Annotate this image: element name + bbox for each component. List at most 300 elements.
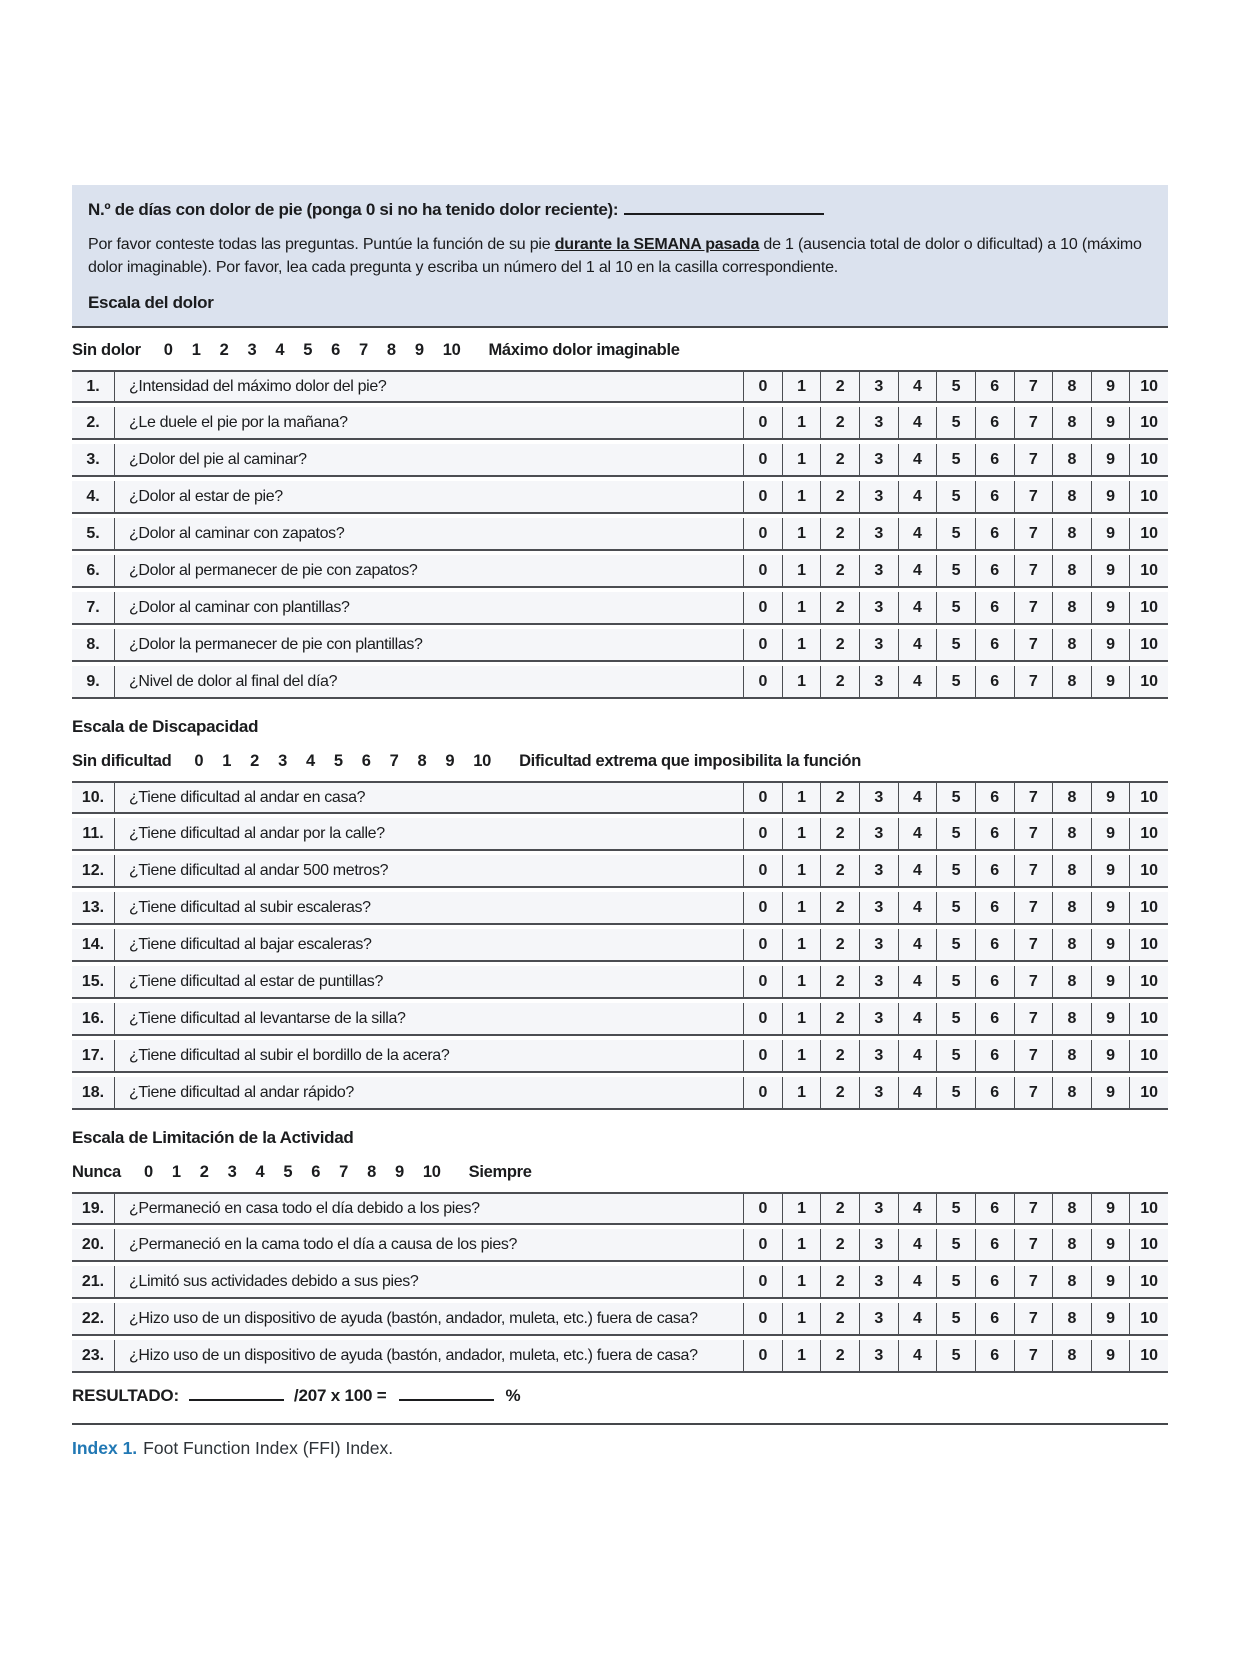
- score-cell[interactable]: 4: [898, 555, 937, 586]
- score-cell[interactable]: 10: [1129, 1194, 1168, 1223]
- score-cell[interactable]: 6: [975, 518, 1014, 549]
- question-row: [72, 966, 1168, 999]
- score-cell[interactable]: 1: [782, 1303, 821, 1334]
- score-cell[interactable]: 6: [975, 481, 1014, 512]
- score-cell[interactable]: 7: [1014, 372, 1053, 401]
- score-cell[interactable]: 10: [1129, 1340, 1168, 1371]
- score-cell[interactable]: 3: [859, 444, 898, 475]
- score-cell[interactable]: 5: [936, 1040, 975, 1071]
- score-cell[interactable]: 0: [743, 407, 782, 438]
- score-cell[interactable]: 3: [859, 1229, 898, 1260]
- score-cell[interactable]: 8: [1052, 1194, 1091, 1223]
- score-cell[interactable]: 4: [898, 818, 937, 849]
- score-cell[interactable]: 2: [820, 1340, 859, 1371]
- score-cell[interactable]: 10: [1129, 444, 1168, 475]
- days-question-line: [88, 200, 1150, 220]
- score-cell[interactable]: 7: [1014, 407, 1053, 438]
- score-cell[interactable]: 3: [859, 818, 898, 849]
- score-cell[interactable]: 8: [1052, 783, 1091, 812]
- score-cell[interactable]: 7: [1014, 592, 1053, 623]
- question-number: 17.: [72, 1040, 115, 1071]
- score-cell[interactable]: 7: [1014, 892, 1053, 923]
- score-cell[interactable]: 6: [975, 1194, 1014, 1223]
- score-cell[interactable]: 1: [782, 407, 821, 438]
- scale-number: 2: [250, 752, 260, 770]
- score-cell[interactable]: 2: [820, 1003, 859, 1034]
- score-cell[interactable]: 9: [1091, 1303, 1130, 1334]
- score-cell[interactable]: 0: [743, 444, 782, 475]
- score-cell[interactable]: 8: [1052, 407, 1091, 438]
- score-cell[interactable]: 1: [782, 555, 821, 586]
- score-cell[interactable]: 9: [1091, 555, 1130, 586]
- score-cell[interactable]: 0: [743, 555, 782, 586]
- score-cell[interactable]: 1: [782, 1340, 821, 1371]
- score-cell[interactable]: 0: [743, 372, 782, 401]
- score-cell[interactable]: 8: [1052, 1077, 1091, 1108]
- score-cell[interactable]: 4: [898, 407, 937, 438]
- scale-number: 0: [163, 341, 173, 359]
- score-cell[interactable]: 9: [1091, 629, 1130, 660]
- score-cell[interactable]: 1: [782, 372, 821, 401]
- score-cell[interactable]: 9: [1091, 818, 1130, 849]
- score-cell[interactable]: 4: [898, 372, 937, 401]
- score-cell[interactable]: 2: [820, 666, 859, 697]
- score-cell[interactable]: 7: [1014, 1077, 1053, 1108]
- score-cell[interactable]: 6: [975, 783, 1014, 812]
- score-cell[interactable]: 3: [859, 407, 898, 438]
- score-cell[interactable]: 2: [820, 518, 859, 549]
- score-cell[interactable]: 1: [782, 666, 821, 697]
- score-cell[interactable]: 4: [898, 1040, 937, 1071]
- score-cell[interactable]: 4: [898, 1303, 937, 1334]
- score-cell[interactable]: 7: [1014, 966, 1053, 997]
- score-cell[interactable]: 10: [1129, 481, 1168, 512]
- score-cell[interactable]: 5: [936, 407, 975, 438]
- score-cell[interactable]: 6: [975, 1003, 1014, 1034]
- score-cell[interactable]: 10: [1129, 1040, 1168, 1071]
- score-cell[interactable]: 6: [975, 1340, 1014, 1371]
- score-cell[interactable]: 8: [1052, 1340, 1091, 1371]
- score-cell[interactable]: 3: [859, 666, 898, 697]
- days-blank-field[interactable]: [624, 200, 824, 215]
- question-text: ¿Le duele el pie por la mañana?: [129, 413, 348, 431]
- question-text: ¿Tiene dificultad al subir el bordillo de la acera?: [129, 1046, 450, 1064]
- score-cell[interactable]: 8: [1052, 1229, 1091, 1260]
- score-cell[interactable]: 9: [1091, 592, 1130, 623]
- score-cell[interactable]: 1: [782, 1040, 821, 1071]
- question-text: ¿Tiene dificultad al andar por la calle?: [129, 824, 385, 842]
- score-cell[interactable]: 10: [1129, 818, 1168, 849]
- score-cell[interactable]: 2: [820, 481, 859, 512]
- score-cell[interactable]: 2: [820, 892, 859, 923]
- score-cell[interactable]: 0: [743, 892, 782, 923]
- score-cell[interactable]: 7: [1014, 1340, 1053, 1371]
- score-cell[interactable]: 4: [898, 892, 937, 923]
- score-cell[interactable]: 10: [1129, 666, 1168, 697]
- score-cell[interactable]: 8: [1052, 518, 1091, 549]
- score-cell[interactable]: 1: [782, 1194, 821, 1223]
- scale-number: 10: [442, 341, 461, 359]
- score-cell[interactable]: 7: [1014, 1266, 1053, 1297]
- score-cell[interactable]: 10: [1129, 555, 1168, 586]
- score-cell[interactable]: 7: [1014, 444, 1053, 475]
- score-cell[interactable]: 6: [975, 966, 1014, 997]
- score-cell[interactable]: 9: [1091, 783, 1130, 812]
- score-cell[interactable]: 4: [898, 1266, 937, 1297]
- score-cell[interactable]: 3: [859, 518, 898, 549]
- scale-number: 1: [171, 1163, 181, 1181]
- score-cell[interactable]: 1: [782, 892, 821, 923]
- score-cell[interactable]: 0: [743, 1303, 782, 1334]
- score-cell[interactable]: 7: [1014, 1194, 1053, 1223]
- score-cell[interactable]: 0: [743, 966, 782, 997]
- score-cell[interactable]: 1: [782, 1229, 821, 1260]
- score-cell[interactable]: 2: [820, 1077, 859, 1108]
- section-title: Escala de Discapacidad: [72, 717, 259, 736]
- score-cell[interactable]: 5: [936, 783, 975, 812]
- score-cell[interactable]: 5: [936, 818, 975, 849]
- score-cell[interactable]: 5: [936, 1303, 975, 1334]
- score-cell[interactable]: 6: [975, 929, 1014, 960]
- question-row: [72, 892, 1168, 925]
- score-cell[interactable]: 9: [1091, 929, 1130, 960]
- question-text: ¿Limitó sus actividades debido a sus pies?: [129, 1272, 419, 1290]
- score-cell[interactable]: 8: [1052, 444, 1091, 475]
- question-row: [72, 444, 1168, 477]
- score-cell[interactable]: 5: [936, 1266, 975, 1297]
- score-cell[interactable]: 3: [859, 1003, 898, 1034]
- score-cell[interactable]: 8: [1052, 1266, 1091, 1297]
- score-cell[interactable]: 1: [782, 1003, 821, 1034]
- score-cell[interactable]: 8: [1052, 1303, 1091, 1334]
- section-title: Escala de Limitación de la Actividad: [72, 1128, 354, 1147]
- score-cell[interactable]: 5: [936, 666, 975, 697]
- days-question-label: N.º de días con dolor de pie (ponga 0 si no ha tenido dolor reciente):: [88, 200, 619, 219]
- question-text: ¿Tiene dificultad al bajar escaleras?: [129, 935, 372, 953]
- score-cell[interactable]: 1: [782, 929, 821, 960]
- score-cell[interactable]: 7: [1014, 929, 1053, 960]
- score-cell[interactable]: 2: [820, 444, 859, 475]
- score-cell[interactable]: 9: [1091, 1077, 1130, 1108]
- scale-number: 5: [283, 1163, 293, 1181]
- score-cell[interactable]: 8: [1052, 855, 1091, 886]
- score-cell[interactable]: 3: [859, 1303, 898, 1334]
- score-cell[interactable]: 8: [1052, 372, 1091, 401]
- scale-number: 0: [194, 752, 204, 770]
- score-cell[interactable]: 10: [1129, 966, 1168, 997]
- score-cell[interactable]: 4: [898, 481, 937, 512]
- score-cell[interactable]: 8: [1052, 481, 1091, 512]
- score-cell[interactable]: 7: [1014, 666, 1053, 697]
- question-number: 2.: [72, 407, 115, 438]
- score-cell[interactable]: 8: [1052, 966, 1091, 997]
- score-cell[interactable]: 2: [820, 555, 859, 586]
- score-cell[interactable]: 3: [859, 1194, 898, 1223]
- score-cell[interactable]: 5: [936, 555, 975, 586]
- score-cell[interactable]: 1: [782, 592, 821, 623]
- score-cell[interactable]: 3: [859, 481, 898, 512]
- score-cell[interactable]: 10: [1129, 372, 1168, 401]
- score-cell[interactable]: 4: [898, 1077, 937, 1108]
- score-cell[interactable]: 10: [1129, 1003, 1168, 1034]
- score-cell[interactable]: 4: [898, 966, 937, 997]
- score-cell[interactable]: 5: [936, 892, 975, 923]
- question-text: ¿Dolor al permanecer de pie con zapatos?: [129, 561, 418, 579]
- scale-number: 9: [394, 1163, 404, 1181]
- score-cell[interactable]: 7: [1014, 555, 1053, 586]
- score-cell[interactable]: 7: [1014, 1040, 1053, 1071]
- score-cell[interactable]: 3: [859, 1266, 898, 1297]
- score-cell[interactable]: 10: [1129, 783, 1168, 812]
- score-cell[interactable]: 0: [743, 629, 782, 660]
- score-cell[interactable]: 2: [820, 1266, 859, 1297]
- score-cell[interactable]: 5: [936, 518, 975, 549]
- score-cell[interactable]: 4: [898, 444, 937, 475]
- score-cell[interactable]: 10: [1129, 892, 1168, 923]
- score-cell[interactable]: 0: [743, 666, 782, 697]
- score-cell[interactable]: 9: [1091, 1229, 1130, 1260]
- score-cell[interactable]: 2: [820, 818, 859, 849]
- score-cell[interactable]: 9: [1091, 855, 1130, 886]
- score-cell[interactable]: 3: [859, 1040, 898, 1071]
- score-cell[interactable]: 6: [975, 1303, 1014, 1334]
- score-cell[interactable]: 7: [1014, 629, 1053, 660]
- score-cell[interactable]: 10: [1129, 1077, 1168, 1108]
- score-cell[interactable]: 0: [743, 481, 782, 512]
- score-cell[interactable]: 6: [975, 666, 1014, 697]
- score-cell[interactable]: 7: [1014, 1003, 1053, 1034]
- score-cell[interactable]: 6: [975, 407, 1014, 438]
- score-cell[interactable]: 2: [820, 592, 859, 623]
- result-blank-field[interactable]: [399, 1386, 494, 1401]
- score-cell[interactable]: 8: [1052, 1040, 1091, 1071]
- score-cell[interactable]: 0: [743, 929, 782, 960]
- score-cell[interactable]: 10: [1129, 518, 1168, 549]
- score-cell[interactable]: 8: [1052, 818, 1091, 849]
- score-cell[interactable]: 6: [975, 1229, 1014, 1260]
- score-cell[interactable]: 1: [782, 629, 821, 660]
- score-cell[interactable]: 2: [820, 1303, 859, 1334]
- score-cell[interactable]: 7: [1014, 481, 1053, 512]
- question-row: [72, 818, 1168, 851]
- score-cell[interactable]: 10: [1129, 592, 1168, 623]
- score-cell[interactable]: 0: [743, 1003, 782, 1034]
- figure-caption: [72, 1438, 1168, 1459]
- score-cell[interactable]: 10: [1129, 929, 1168, 960]
- score-cell[interactable]: 5: [936, 1077, 975, 1108]
- score-cell[interactable]: 0: [743, 1077, 782, 1108]
- sections-host: [72, 338, 1168, 1373]
- score-cell[interactable]: 0: [743, 1194, 782, 1223]
- score-cell[interactable]: 2: [820, 629, 859, 660]
- score-cell[interactable]: 4: [898, 629, 937, 660]
- score-cell[interactable]: 3: [859, 592, 898, 623]
- score-cell[interactable]: 5: [936, 929, 975, 960]
- score-cell[interactable]: 5: [936, 629, 975, 660]
- score-cell[interactable]: 6: [975, 592, 1014, 623]
- instructions: [88, 233, 1150, 279]
- score-cell[interactable]: 9: [1091, 892, 1130, 923]
- score-cell[interactable]: 6: [975, 1266, 1014, 1297]
- score-cell[interactable]: 1: [782, 444, 821, 475]
- question-number: 23.: [72, 1340, 115, 1371]
- score-cell[interactable]: 8: [1052, 929, 1091, 960]
- score-cell[interactable]: 8: [1052, 666, 1091, 697]
- score-cell[interactable]: 1: [782, 818, 821, 849]
- score-cell[interactable]: 0: [743, 1229, 782, 1260]
- score-cell[interactable]: 1: [782, 1077, 821, 1108]
- score-cell[interactable]: 4: [898, 929, 937, 960]
- score-cell[interactable]: 5: [936, 481, 975, 512]
- score-cell[interactable]: 4: [898, 783, 937, 812]
- score-cell[interactable]: 1: [782, 481, 821, 512]
- question-number: 20.: [72, 1229, 115, 1260]
- score-cell[interactable]: 4: [898, 666, 937, 697]
- score-cell[interactable]: 8: [1052, 629, 1091, 660]
- score-cell[interactable]: 8: [1052, 892, 1091, 923]
- score-cell[interactable]: 5: [936, 1340, 975, 1371]
- score-cell[interactable]: 2: [820, 407, 859, 438]
- score-cell[interactable]: 5: [936, 1194, 975, 1223]
- score-cell[interactable]: 4: [898, 1003, 937, 1034]
- score-cell[interactable]: 0: [743, 518, 782, 549]
- score-cell[interactable]: 4: [898, 1229, 937, 1260]
- score-cell[interactable]: 9: [1091, 1266, 1130, 1297]
- score-cell[interactable]: 7: [1014, 1303, 1053, 1334]
- score-cell[interactable]: 2: [820, 1229, 859, 1260]
- scale-number: 10: [422, 1163, 441, 1181]
- scale-number: 9: [414, 341, 424, 359]
- score-cell[interactable]: 6: [975, 372, 1014, 401]
- score-cell[interactable]: 3: [859, 555, 898, 586]
- score-cell[interactable]: 3: [859, 892, 898, 923]
- score-cell[interactable]: 0: [743, 592, 782, 623]
- score-cell[interactable]: 4: [898, 1340, 937, 1371]
- score-cell[interactable]: 2: [820, 1194, 859, 1223]
- scale-number: 1: [191, 341, 201, 359]
- score-cell[interactable]: 0: [743, 1040, 782, 1071]
- score-cell[interactable]: 2: [820, 929, 859, 960]
- score-cell[interactable]: 4: [898, 855, 937, 886]
- score-cell[interactable]: 2: [820, 372, 859, 401]
- score-cell[interactable]: 7: [1014, 818, 1053, 849]
- score-cell[interactable]: 2: [820, 855, 859, 886]
- score-cell[interactable]: 5: [936, 855, 975, 886]
- question-row: [72, 855, 1168, 888]
- score-cell[interactable]: 9: [1091, 1194, 1130, 1223]
- score-cell[interactable]: 3: [859, 855, 898, 886]
- score-cell[interactable]: 9: [1091, 666, 1130, 697]
- score-cell[interactable]: 5: [936, 592, 975, 623]
- score-cell[interactable]: 0: [743, 783, 782, 812]
- score-cell[interactable]: 1: [782, 783, 821, 812]
- score-cell[interactable]: 9: [1091, 966, 1130, 997]
- score-cell[interactable]: 6: [975, 629, 1014, 660]
- score-cell[interactable]: 7: [1014, 783, 1053, 812]
- scale-number: 8: [367, 1163, 376, 1181]
- score-cell[interactable]: 9: [1091, 1040, 1130, 1071]
- score-cell[interactable]: 6: [975, 892, 1014, 923]
- score-cell[interactable]: 5: [936, 372, 975, 401]
- score-cell[interactable]: 5: [936, 1229, 975, 1260]
- score-cell[interactable]: 8: [1052, 1003, 1091, 1034]
- score-cell[interactable]: 8: [1052, 555, 1091, 586]
- score-cell[interactable]: 3: [859, 1340, 898, 1371]
- instructions-post: de 1 (ausencia total de dolor o dificultad) a 10 (máximo dolor imaginable). Por favor, lea cada pregunta y escriba un número del 1 al 10 en la casilla correspondiente.: [88, 236, 1142, 276]
- score-cell[interactable]: 7: [1014, 1229, 1053, 1260]
- scale-number: 3: [278, 752, 287, 770]
- score-cell[interactable]: 2: [820, 783, 859, 812]
- score-cell[interactable]: 10: [1129, 629, 1168, 660]
- score-cell[interactable]: 10: [1129, 855, 1168, 886]
- question-row: [72, 666, 1168, 699]
- question-row: [72, 592, 1168, 625]
- question-text: ¿Permaneció en la cama todo el día a causa de los pies?: [129, 1235, 518, 1253]
- score-cell[interactable]: 10: [1129, 1229, 1168, 1260]
- score-cell[interactable]: 9: [1091, 407, 1130, 438]
- score-cell[interactable]: 2: [820, 1040, 859, 1071]
- score-cell[interactable]: 3: [859, 966, 898, 997]
- score-cell[interactable]: 10: [1129, 1303, 1168, 1334]
- question-text: ¿Intensidad del máximo dolor del pie?: [129, 377, 387, 395]
- score-cell[interactable]: 4: [898, 1194, 937, 1223]
- score-cell[interactable]: 6: [975, 555, 1014, 586]
- score-cell[interactable]: 1: [782, 518, 821, 549]
- score-cell[interactable]: 9: [1091, 518, 1130, 549]
- score-cell[interactable]: 10: [1129, 1266, 1168, 1297]
- score-cell[interactable]: 4: [898, 518, 937, 549]
- scale-number: 6: [331, 341, 341, 359]
- score-cell[interactable]: 6: [975, 444, 1014, 475]
- question-number: 14.: [72, 929, 115, 960]
- score-cell[interactable]: 5: [936, 444, 975, 475]
- score-cell[interactable]: 7: [1014, 855, 1053, 886]
- score-cell[interactable]: 3: [859, 1077, 898, 1108]
- score-cell[interactable]: 5: [936, 1003, 975, 1034]
- score-cell[interactable]: 10: [1129, 407, 1168, 438]
- score-cell[interactable]: 2: [820, 966, 859, 997]
- score-cell[interactable]: 7: [1014, 518, 1053, 549]
- score-cell[interactable]: 3: [859, 629, 898, 660]
- score-cell[interactable]: 9: [1091, 372, 1130, 401]
- score-cell[interactable]: 8: [1052, 592, 1091, 623]
- score-cell[interactable]: 9: [1091, 1340, 1130, 1371]
- result-blank-field[interactable]: [189, 1386, 284, 1401]
- scale-number: 4: [275, 341, 285, 359]
- score-cell[interactable]: 1: [782, 855, 821, 886]
- score-cell[interactable]: 4: [898, 592, 937, 623]
- score-cell[interactable]: 5: [936, 966, 975, 997]
- score-cell[interactable]: 1: [782, 966, 821, 997]
- score-cell[interactable]: 3: [859, 929, 898, 960]
- score-cell[interactable]: 0: [743, 1340, 782, 1371]
- score-cell[interactable]: 6: [975, 1040, 1014, 1071]
- score-cell[interactable]: 6: [975, 855, 1014, 886]
- score-cell[interactable]: 0: [743, 818, 782, 849]
- score-cell[interactable]: 0: [743, 1266, 782, 1297]
- score-cell[interactable]: 9: [1091, 1003, 1130, 1034]
- score-cell[interactable]: 6: [975, 1077, 1014, 1108]
- score-cell[interactable]: 3: [859, 783, 898, 812]
- score-cell[interactable]: 3: [859, 372, 898, 401]
- score-cell[interactable]: 1: [782, 1266, 821, 1297]
- scale-number: 6: [361, 752, 371, 770]
- score-cell[interactable]: 0: [743, 855, 782, 886]
- scale-legend: [72, 338, 1168, 362]
- score-cell[interactable]: 9: [1091, 481, 1130, 512]
- score-cell[interactable]: 6: [975, 818, 1014, 849]
- score-cell[interactable]: 9: [1091, 444, 1130, 475]
